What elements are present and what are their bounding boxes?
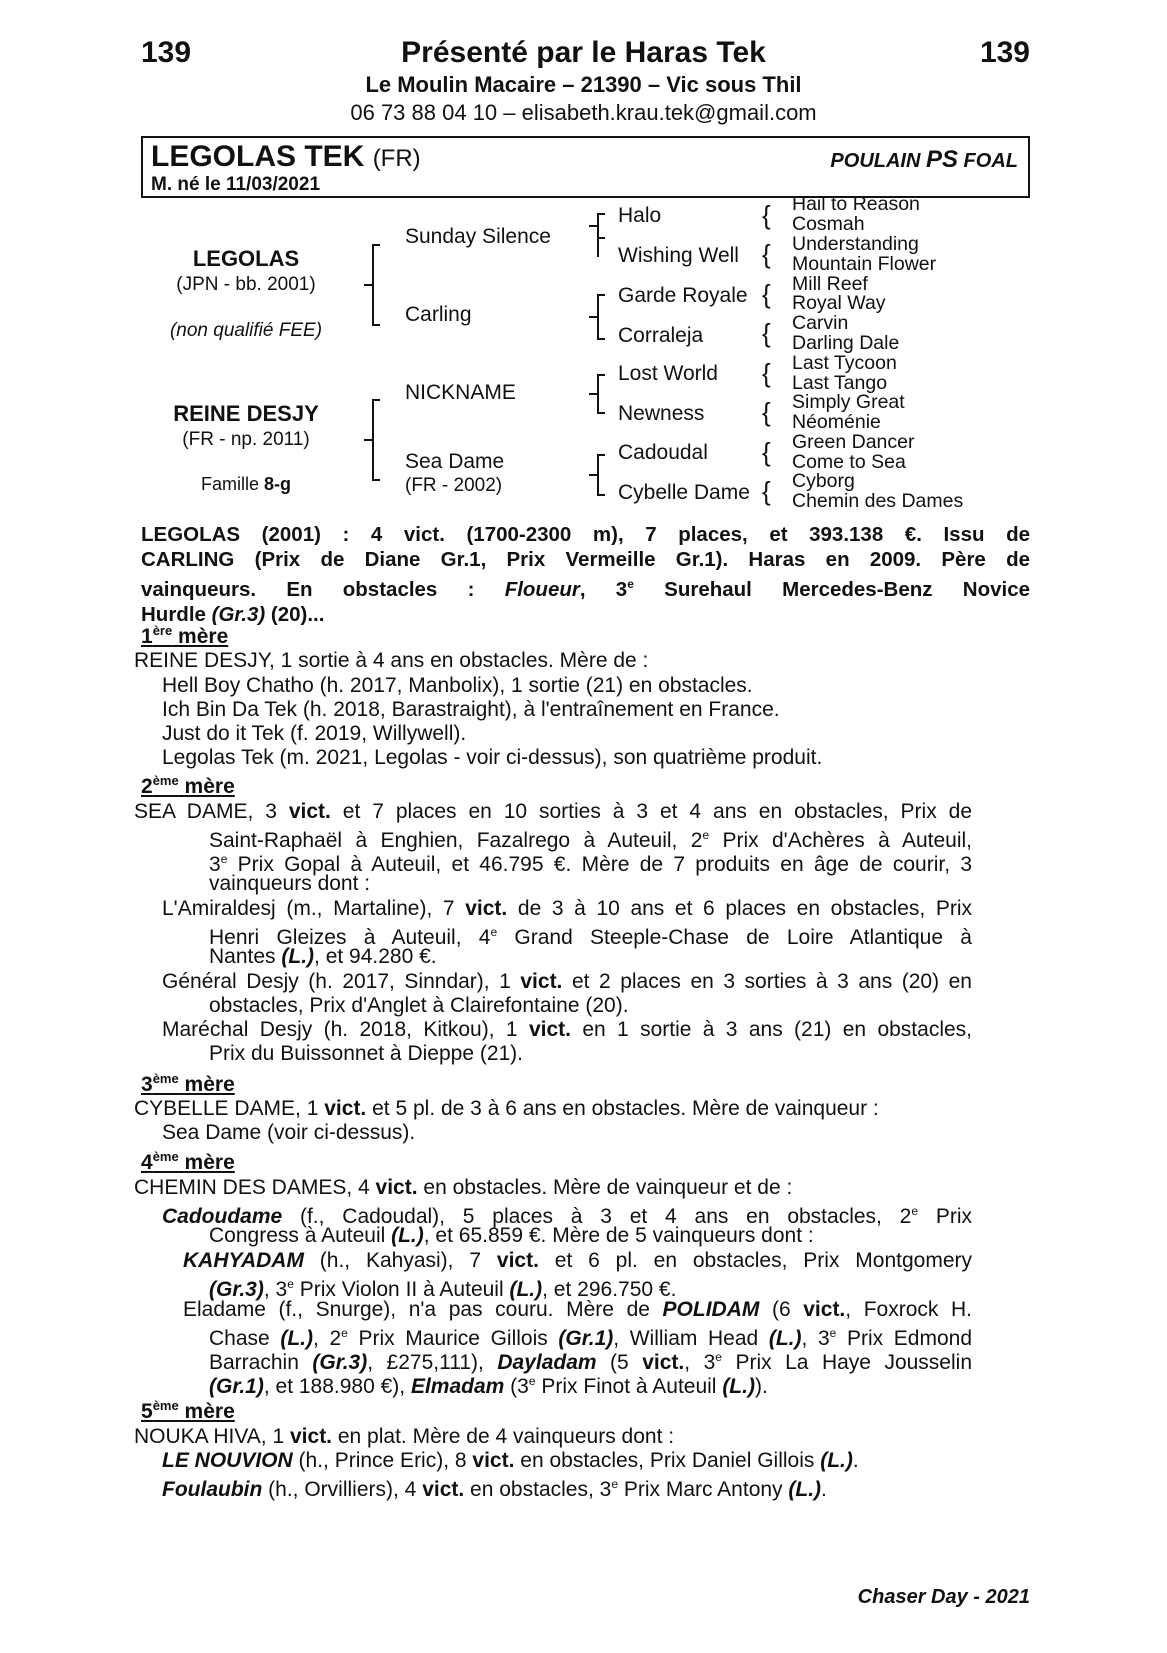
pedigree-bracket-tick: [589, 316, 597, 318]
mere4-produce: Chase (L.), 2e Prix Maurice Gillois (Gr.1), William Head (L.), 3e Prix Edmond: [209, 1326, 973, 1350]
section-heading-4: 4ème mère: [141, 1149, 235, 1174]
mere4-produce: (Gr.1), et 188.980 €), Elmadam (3e Prix Finot à Auteuil (L.)).: [209, 1374, 768, 1398]
lot-number-right: 139: [979, 36, 1030, 69]
mere1-produce: Hell Boy Chatho (h. 2017, Manbolix), 1 sortie (21) en obstacles.: [162, 674, 753, 697]
gen4-11: Simply Great: [792, 391, 905, 413]
pedigree-brace: {: [762, 279, 771, 309]
pedigree-brace: {: [762, 358, 771, 388]
gen4-1: Hail to Reason: [792, 193, 920, 215]
page-title: Présenté par le Haras Tek: [401, 36, 766, 69]
gen4-14: Come to Sea: [792, 451, 906, 473]
pedigree-bracket: [597, 374, 605, 414]
gen3-1: Halo: [618, 204, 662, 227]
consignor-address: Le Moulin Macaire – 21390 – Vic sous Thil: [365, 72, 802, 97]
mere4-produce: Congress à Auteuil (L.), et 65.859 €. Mère de 5 vainqueurs dont :: [209, 1224, 814, 1247]
horse-name: LEGOLAS TEK: [151, 140, 365, 173]
gen4-5: Mill Reef: [792, 273, 868, 295]
mere4-produce: Cadoudame (f., Cadoudal), 5 places à 3 et 4 ans en obstacles, 2e Prix: [162, 1204, 973, 1228]
mere4-produce: (Gr.3), 3e Prix Violon II à Auteuil (L.), et 296.750 €.: [209, 1277, 677, 1301]
mere2-line: SEA DAME, 3 vict. et 7 places en 10 sorties à 3 et 4 ans en obstacles, Prix de: [134, 800, 972, 823]
pedigree-bracket: [597, 221, 599, 257]
lot-number-left: 139: [141, 36, 192, 69]
gen4-16: Chemin des Dames: [792, 490, 964, 512]
gen4-7: Carvin: [792, 312, 849, 334]
gen2-dam-dam: Sea Dame: [405, 450, 505, 473]
mere3-line: CYBELLE DAME, 1 vict. et 5 pl. de 3 à 6 ans en obstacles. Mère de vainqueur :: [134, 1097, 879, 1120]
dam-info: (FR - np. 2011): [182, 429, 310, 450]
gen4-6: Royal Way: [792, 292, 886, 314]
horse-sex: POULAIN PS FOAL: [830, 146, 1018, 173]
mere2-produce: L'Amiraldesj (m., Martaline), 7 vict. de 3 à 10 ans et 6 places en obstacles, Prix: [162, 897, 972, 920]
gen4-2: Cosmah: [792, 213, 865, 235]
sire-name: LEGOLAS: [192, 246, 300, 271]
sire-note: (non qualifié FEE): [169, 320, 323, 341]
sire-description: LEGOLAS (2001) : 4 vict. (1700-2300 m), 7 places, et 393.138 €. Issu de CARLING (Prix de Diane Gr.1, Prix Vermeille Gr.1). Haras en 2009. Père de vainqueurs. En obstacles : Floueur, 3e Surehaul Mercedes-Benz Novice Hurdle (Gr.3) (20)...: [141, 523, 1030, 626]
mere2-line: Saint-Raphaël à Enghien, Fazalrego à Auteuil, 2e Prix d'Achères à Auteuil,: [209, 828, 973, 852]
page-footer: Chaser Day - 2021: [857, 1586, 1030, 1608]
gen4-3: Understanding: [792, 233, 919, 255]
gen4-4: Mountain Flower: [792, 253, 937, 275]
section-heading-1: 1ère mère: [141, 623, 229, 648]
pedigree-bracket-tick: [589, 393, 597, 395]
pedigree-brace: {: [762, 318, 771, 348]
gen4-12: Néoménie: [792, 411, 881, 433]
gen2-dam-sire: NICKNAME: [405, 381, 516, 404]
gen2-sire-dam: Carling: [405, 303, 472, 326]
sire-info: (JPN - bb. 2001): [176, 274, 316, 295]
mere2-produce: Nantes (L.), et 94.280 €.: [209, 945, 437, 968]
pedigree-bracket: [597, 294, 605, 340]
gen3-8: Cybelle Dame: [618, 481, 750, 504]
pedigree-bracket: [372, 244, 380, 326]
mere2-produce: obstacles, Prix d'Anglet à Clairefontaine (20).: [209, 994, 629, 1017]
mere2-line: 3e Prix Gopal à Auteuil, et 46.795 €. Mère de 7 produits en âge de courir, 3: [209, 852, 972, 876]
horse-country: (FR): [372, 145, 421, 172]
pedigree-bracket-tick: [589, 225, 597, 227]
section-heading-2: 2ème mère: [141, 773, 235, 798]
gen4-15: Cyborg: [792, 470, 855, 492]
mere5-produce: Foulaubin (h., Orvilliers), 4 vict. en obstacles, 3e Prix Marc Antony (L.).: [162, 1477, 827, 1501]
gen3-7: Cadoudal: [618, 441, 708, 464]
horse-header-box: [141, 136, 1030, 198]
mere2-produce: Henri Gleizes à Auteuil, 4e Grand Steeple-Chase de Loire Atlantique à: [209, 925, 972, 949]
gen2-sire-sire: Sunday Silence: [405, 225, 551, 248]
horse-birth-date: M. né le 11/03/2021: [151, 174, 321, 195]
pedigree-bracket: [372, 399, 380, 481]
pedigree-bracket-tick: [364, 439, 372, 441]
mere4-produce: Eladame (f., Snurge), n'a pas couru. Mère de POLIDAM (6 vict., Foxrock H.: [183, 1298, 972, 1321]
mere3-produce: Sea Dame (voir ci-dessus).: [162, 1121, 416, 1144]
section-heading-5: 5ème mère: [141, 1398, 235, 1423]
gen3-4: Corraleja: [618, 324, 704, 347]
mere1-produce: Just do it Tek (f. 2019, Willywell).: [162, 722, 467, 745]
pedigree-brace: {: [762, 200, 771, 230]
section-heading-3: 3ème mère: [141, 1071, 235, 1096]
pedigree-bracket: [597, 454, 605, 496]
consignor-contact: 06 73 88 04 10 – elisabeth.krau.tek@gmail.com: [350, 100, 817, 125]
mere2-produce: Général Desjy (h. 2017, Sinndar), 1 vict. et 2 places en 3 sorties à 3 ans (20) en: [162, 970, 972, 993]
mere2-line: vainqueurs dont :: [209, 872, 371, 895]
mere1-line: REINE DESJY, 1 sortie à 4 ans en obstacles. Mère de :: [134, 649, 649, 672]
gen4-9: Last Tycoon: [792, 352, 897, 374]
mere2-produce: Maréchal Desjy (h. 2018, Kitkou), 1 vict. en 1 sortie à 3 ans (21) en obstacles,: [162, 1018, 972, 1041]
dam-name: REINE DESJY: [173, 401, 319, 426]
gen4-10: Last Tango: [792, 372, 888, 394]
mere2-produce: Prix du Buissonnet à Dieppe (21).: [209, 1042, 524, 1065]
gen3-3: Garde Royale: [618, 284, 748, 307]
gen3-5: Lost World: [618, 362, 718, 385]
pedigree-brace: {: [762, 437, 771, 467]
mere4-produce: KAHYADAM (h., Kahyasi), 7 vict. et 6 pl. en obstacles, Prix Montgomery: [183, 1249, 972, 1272]
gen3-6: Newness: [618, 402, 705, 425]
pedigree-brace: {: [762, 239, 771, 269]
horse-name-line: [151, 140, 421, 174]
mere1-produce: Ich Bin Da Tek (h. 2018, Barastraight), à l'entraînement en France.: [162, 698, 780, 721]
pedigree-brace: {: [762, 476, 771, 506]
mere4-line: CHEMIN DES DAMES, 4 vict. en obstacles. Mère de vainqueur et de :: [134, 1176, 793, 1199]
mere5-line: NOUKA HIVA, 1 vict. en plat. Mère de 4 vainqueurs dont :: [134, 1425, 675, 1448]
mere1-produce: Legolas Tek (m. 2021, Legolas - voir ci-dessus), son quatrième produit.: [162, 746, 823, 769]
pedigree-brace: {: [762, 397, 771, 427]
pedigree-bracket-tick: [364, 284, 372, 286]
dam-family: Famille 8-g: [200, 474, 291, 494]
gen3-2: Wishing Well: [618, 244, 739, 267]
gen4-8: Darling Dale: [792, 332, 900, 354]
mere4-produce: Barrachin (Gr.3), £275,111), Dayladam (5 vict., 3e Prix La Haye Jousselin: [209, 1350, 972, 1374]
mere5-produce: LE NOUVION (h., Prince Eric), 8 vict. en obstacles, Prix Daniel Gillois (L.).: [162, 1449, 859, 1472]
pedigree-bracket-tick: [589, 474, 597, 476]
gen4-13: Green Dancer: [792, 431, 915, 453]
gen2-dam-dam-info: (FR - 2002): [405, 475, 503, 496]
